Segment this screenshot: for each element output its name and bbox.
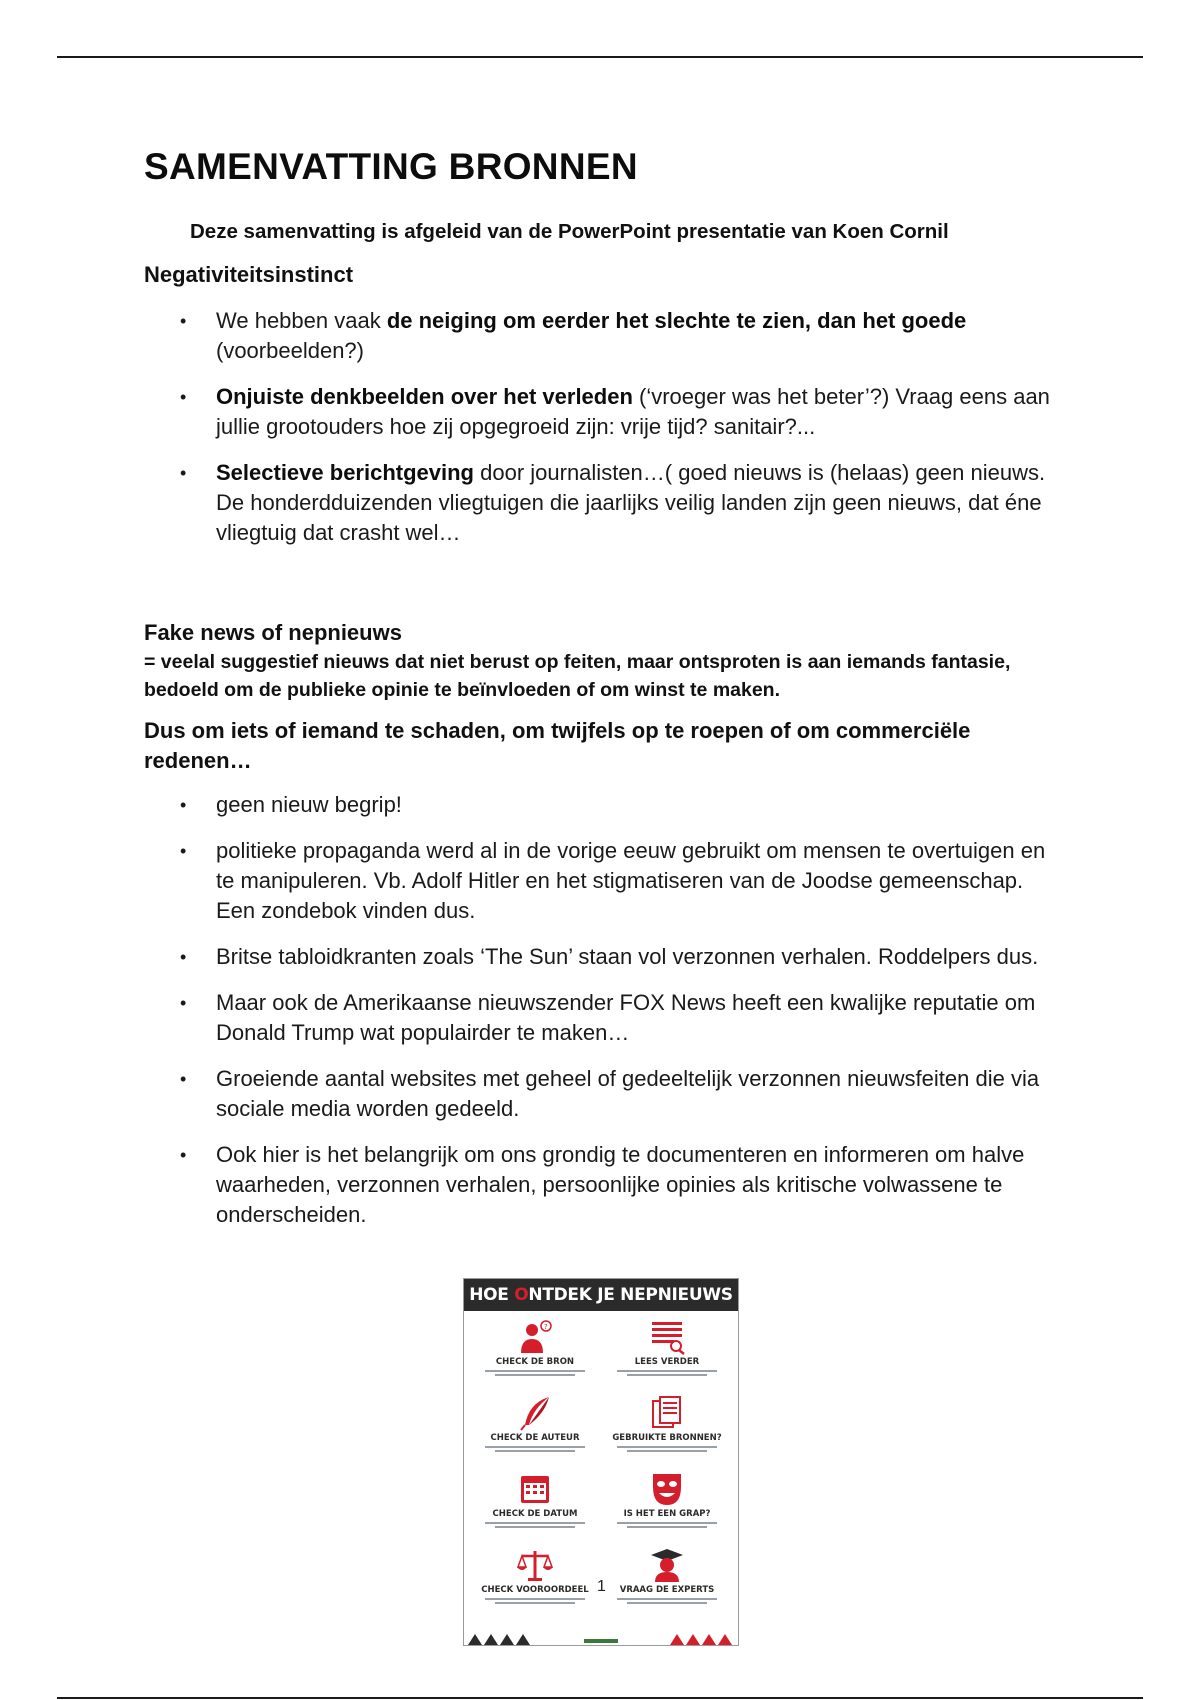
bullet-icon: • — [180, 1145, 187, 1165]
list-item — [144, 382, 1064, 442]
infographic-cell-title: CHECK DE BRON — [495, 1357, 575, 1367]
infographic-cell-text — [485, 1370, 585, 1376]
bullet-icon: • — [180, 311, 187, 331]
bottom-rule — [57, 1697, 1143, 1699]
calendar-icon — [515, 1471, 555, 1507]
list-item-text: (‘vroeger was het beter’?) Vraag eens aan jullie grootouders hoe zij opgegroeid zijn: vrije tijd? sanitair?... — [216, 384, 1050, 439]
list-item-bold: Onjuiste denkbeelden over het verleden — [216, 384, 633, 409]
infographic-cell — [604, 1319, 730, 1393]
list-item-bold: de neiging om eerder het slechte te zien, dan het goede — [386, 308, 967, 333]
infographic-cell-title: GEBRUIKTE BRONNEN? — [612, 1433, 722, 1443]
infographic-cell — [472, 1395, 598, 1469]
bullet-icon: • — [180, 463, 187, 483]
bullet-icon: • — [180, 387, 187, 407]
bullet-icon: • — [180, 841, 187, 861]
infographic-cell-text — [485, 1446, 585, 1452]
list-item-text: Britse tabloidkranten zoals ‘The Sun’ staan vol verzonnen verhalen. Roddelpers dus. — [216, 944, 1039, 969]
infographic-title — [464, 1279, 738, 1311]
list-item — [144, 306, 1064, 366]
bullet-list-negativiteit — [144, 306, 1064, 548]
svg-text:?: ? — [544, 1323, 548, 1331]
page-number: 1 — [597, 1578, 606, 1595]
infographic-cell — [604, 1471, 730, 1545]
list-item-text: politieke propaganda werd al in de vorige eeuw gebruikt om mensen te overtuigen en te manipuleren. Vb. Adolf Hitler en het stigmatiseren van de Joodse gemeenschap. Een zondebok vinden dus. — [216, 838, 1046, 923]
infographic-cell-title: CHECK DE AUTEUR — [490, 1433, 580, 1443]
graduate-icon — [647, 1547, 687, 1583]
person-question-icon — [515, 1319, 555, 1355]
infographic-cell — [604, 1395, 730, 1469]
subtitle: Deze samenvatting is afgeleid van de PowerPoint presentatie van Koen Cornil — [190, 220, 949, 243]
section-fake-news — [144, 620, 1064, 1230]
infographic-cell-title: VRAAG DE EXPERTS — [619, 1585, 715, 1595]
infographic-title-part: NTDEK JE NEPNIEUWS — [528, 1285, 733, 1305]
bullet-icon: • — [180, 1069, 187, 1089]
list-item-bold: Selectieve berichtgeving — [216, 460, 474, 485]
list-item — [144, 988, 1064, 1048]
section-heading-negativiteitsinstinct: Negativiteitsinstinct — [144, 262, 354, 287]
list-item — [144, 1140, 1064, 1230]
infographic-cell-text — [485, 1522, 585, 1528]
bullet-list-fake-news — [144, 790, 1064, 1230]
list-item — [144, 790, 1064, 820]
list-item — [144, 458, 1064, 548]
bullet-icon: • — [180, 993, 187, 1013]
magnifier-icon: O — [514, 1285, 529, 1305]
list-item — [144, 1064, 1064, 1124]
top-rule — [57, 56, 1143, 58]
list-item-text: door journalisten…( goed nieuws is (helaas) geen nieuws. De honderdduizenden vliegtuigen die jaarlijks veilig landen zijn geen nieuws, dat éne vliegtuig dat crasht wel… — [216, 460, 1046, 545]
list-item-text: Maar ook de Amerikaanse nieuwszender FOX News heeft een kwalijke reputatie om Donald Trump wat populairder te maken… — [216, 990, 1036, 1045]
document-body — [144, 146, 1064, 1246]
infographic-cell-title: CHECK VOOROORDEEL — [481, 1585, 589, 1595]
list-item-text: We hebben vaak — [216, 308, 387, 333]
page-title: SAMENVATTING BRONNEN — [144, 146, 638, 187]
list-item-text: geen nieuw begrip! — [216, 792, 402, 817]
list-item — [144, 836, 1064, 926]
infographic-cell — [472, 1319, 598, 1393]
list-item-text: (voorbeelden?) — [216, 338, 364, 363]
infographic-cell-text — [617, 1446, 717, 1452]
documents-icon — [647, 1395, 687, 1431]
infographic-cell-text — [617, 1370, 717, 1376]
section-heading-fake-news: Fake news of nepnieuws — [144, 620, 402, 645]
emphasis-text: Dus om iets of iemand te schaden, om twijfels op te roepen of om commerciële redenen… — [144, 718, 971, 773]
infographic-cell — [472, 1547, 598, 1621]
infographic-cell-title: LEES VERDER — [634, 1357, 700, 1367]
newspaper-icon — [647, 1319, 687, 1355]
infographic-cell-text — [617, 1522, 717, 1528]
infographic-title-part: HOE — [469, 1285, 515, 1305]
infographic-footer-triangles — [464, 1631, 738, 1645]
mask-icon — [647, 1471, 687, 1507]
infographic-cell-text — [617, 1598, 717, 1604]
list-item-text: Ook hier is het belangrijk om ons grondig te documenteren en informeren om halve waarheden, verzonnen verhalen, persoonlijke opinies als kritische volwassene te onderscheiden. — [216, 1142, 1025, 1227]
scales-icon — [515, 1547, 555, 1583]
bullet-icon: • — [180, 795, 187, 815]
list-item — [144, 942, 1064, 972]
infographic-cell — [604, 1547, 730, 1621]
infographic-cell-title: IS HET EEN GRAP? — [623, 1509, 711, 1519]
bullet-icon: • — [180, 947, 187, 967]
quill-icon — [515, 1395, 555, 1431]
infographic-cell-title: CHECK DE DATUM — [492, 1509, 578, 1519]
infographic-cell-text — [485, 1598, 585, 1604]
infographic-cell — [472, 1471, 598, 1545]
definition-text: = veelal suggestief nieuws dat niet berust op feiten, maar ontsproten is aan iemands fantasie, bedoeld om de publieke opinie te beïnvloeden of om winst te maken. — [144, 651, 1011, 701]
list-item-text: Groeiende aantal websites met geheel of gedeeltelijk verzonnen nieuwsfeiten die via sociale media worden gedeeld. — [216, 1066, 1040, 1121]
